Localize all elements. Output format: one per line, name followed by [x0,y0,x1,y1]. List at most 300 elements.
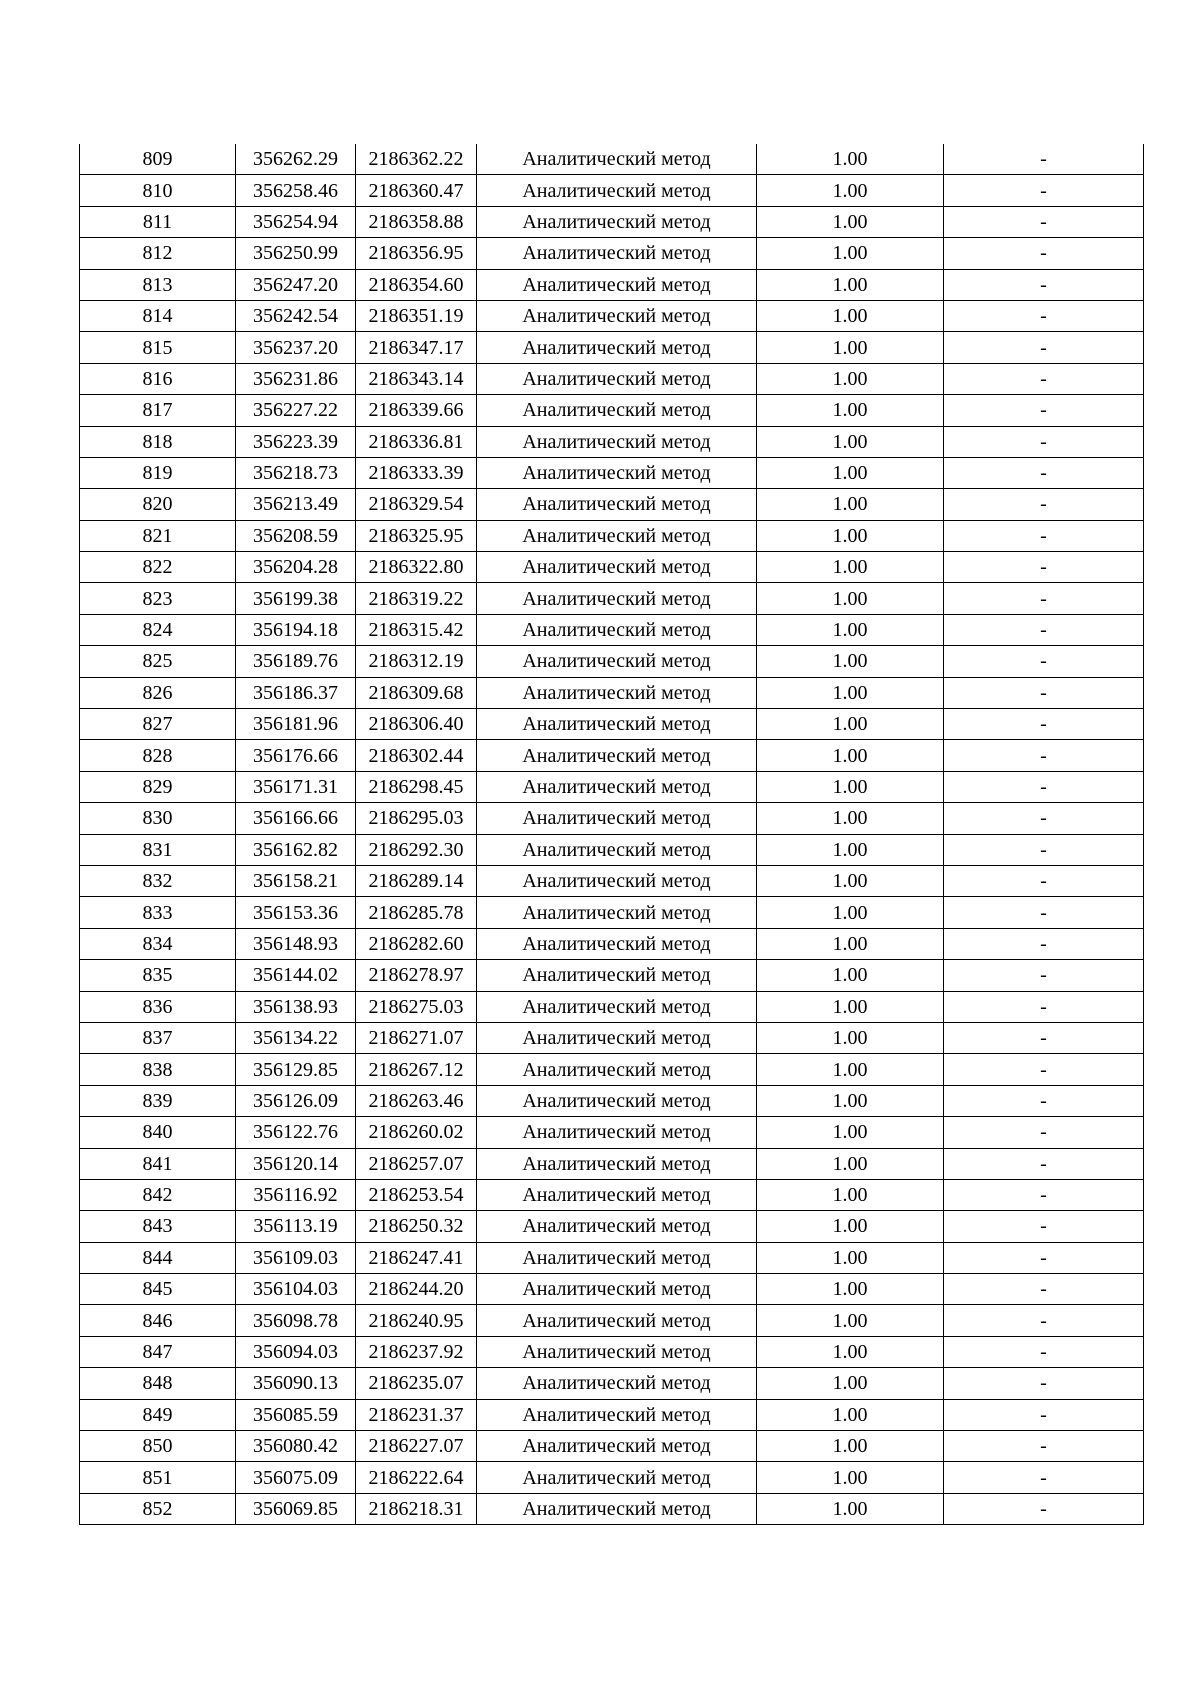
point-number-cell: 844 [80,1242,236,1273]
point-number-cell: 812 [80,238,236,269]
y-coordinate-cell: 2186240.95 [356,1305,477,1336]
x-coordinate-cell: 356186.37 [236,677,356,708]
point-number-cell: 836 [80,991,236,1022]
note-cell: - [944,614,1144,645]
table-row [80,144,1144,175]
x-coordinate-cell: 356148.93 [236,928,356,959]
x-coordinate-cell: 356129.85 [236,1054,356,1085]
method-cell: Аналитический метод [477,646,757,677]
accuracy-cell: 1.00 [757,1211,944,1242]
accuracy-cell: 1.00 [757,1431,944,1462]
method-cell: Аналитический метод [477,489,757,520]
point-number-cell: 850 [80,1431,236,1462]
accuracy-cell: 1.00 [757,771,944,802]
point-number-cell: 811 [80,206,236,237]
x-coordinate-cell: 356189.76 [236,646,356,677]
method-cell: Аналитический метод [477,1211,757,1242]
method-cell: Аналитический метод [477,614,757,645]
note-cell: - [944,677,1144,708]
point-number-cell: 834 [80,928,236,959]
note-cell: - [944,1211,1144,1242]
note-cell: - [944,1085,1144,1116]
accuracy-cell: 1.00 [757,960,944,991]
method-cell: Аналитический метод [477,457,757,488]
table-row [80,552,1144,583]
method-cell: Аналитический метод [477,269,757,300]
note-cell: - [944,363,1144,394]
table-row [80,1179,1144,1210]
x-coordinate-cell: 356094.03 [236,1336,356,1367]
accuracy-cell: 1.00 [757,897,944,928]
table-row [80,489,1144,520]
method-cell: Аналитический метод [477,803,757,834]
method-cell: Аналитический метод [477,552,757,583]
table-row [80,1305,1144,1336]
accuracy-cell: 1.00 [757,300,944,331]
table-row [80,614,1144,645]
note-cell: - [944,1431,1144,1462]
y-coordinate-cell: 2186362.22 [356,144,477,175]
point-number-cell: 845 [80,1274,236,1305]
x-coordinate-cell: 356199.38 [236,583,356,614]
method-cell: Аналитический метод [477,363,757,394]
table-row [80,740,1144,771]
table-row [80,300,1144,331]
point-number-cell: 843 [80,1211,236,1242]
y-coordinate-cell: 2186306.40 [356,709,477,740]
accuracy-cell: 1.00 [757,363,944,394]
y-coordinate-cell: 2186222.64 [356,1462,477,1493]
point-number-cell: 822 [80,552,236,583]
table-row [80,206,1144,237]
method-cell: Аналитический метод [477,1305,757,1336]
method-cell: Аналитический метод [477,238,757,269]
accuracy-cell: 1.00 [757,1305,944,1336]
y-coordinate-cell: 2186322.80 [356,552,477,583]
x-coordinate-cell: 356218.73 [236,457,356,488]
y-coordinate-cell: 2186237.92 [356,1336,477,1367]
accuracy-cell: 1.00 [757,1399,944,1430]
note-cell: - [944,552,1144,583]
point-number-cell: 815 [80,332,236,363]
table-row [80,1054,1144,1085]
table-row [80,803,1144,834]
point-number-cell: 821 [80,520,236,551]
method-cell: Аналитический метод [477,960,757,991]
accuracy-cell: 1.00 [757,1148,944,1179]
note-cell: - [944,897,1144,928]
y-coordinate-cell: 2186282.60 [356,928,477,959]
y-coordinate-cell: 2186250.32 [356,1211,477,1242]
table-row [80,395,1144,426]
x-coordinate-cell: 356250.99 [236,238,356,269]
table-row [80,928,1144,959]
point-number-cell: 838 [80,1054,236,1085]
point-number-cell: 810 [80,175,236,206]
note-cell: - [944,332,1144,363]
point-number-cell: 831 [80,834,236,865]
x-coordinate-cell: 356126.09 [236,1085,356,1116]
note-cell: - [944,834,1144,865]
method-cell: Аналитический метод [477,1085,757,1116]
y-coordinate-cell: 2186315.42 [356,614,477,645]
method-cell: Аналитический метод [477,677,757,708]
y-coordinate-cell: 2186358.88 [356,206,477,237]
note-cell: - [944,771,1144,802]
table-row [80,897,1144,928]
accuracy-cell: 1.00 [757,865,944,896]
note-cell: - [944,960,1144,991]
y-coordinate-cell: 2186231.37 [356,1399,477,1430]
note-cell: - [944,457,1144,488]
x-coordinate-cell: 356204.28 [236,552,356,583]
method-cell: Аналитический метод [477,1493,757,1524]
accuracy-cell: 1.00 [757,1493,944,1524]
point-number-cell: 824 [80,614,236,645]
note-cell: - [944,1022,1144,1053]
method-cell: Аналитический метод [477,771,757,802]
point-number-cell: 823 [80,583,236,614]
y-coordinate-cell: 2186247.41 [356,1242,477,1273]
point-number-cell: 837 [80,1022,236,1053]
y-coordinate-cell: 2186309.68 [356,677,477,708]
y-coordinate-cell: 2186325.95 [356,520,477,551]
note-cell: - [944,709,1144,740]
accuracy-cell: 1.00 [757,1368,944,1399]
x-coordinate-cell: 356258.46 [236,175,356,206]
accuracy-cell: 1.00 [757,646,944,677]
y-coordinate-cell: 2186267.12 [356,1054,477,1085]
table-row [80,363,1144,394]
y-coordinate-cell: 2186278.97 [356,960,477,991]
method-cell: Аналитический метод [477,834,757,865]
point-number-cell: 819 [80,457,236,488]
x-coordinate-cell: 356227.22 [236,395,356,426]
accuracy-cell: 1.00 [757,1022,944,1053]
accuracy-cell: 1.00 [757,238,944,269]
x-coordinate-cell: 356194.18 [236,614,356,645]
table-row [80,709,1144,740]
y-coordinate-cell: 2186257.07 [356,1148,477,1179]
table-row [80,583,1144,614]
method-cell: Аналитический метод [477,583,757,614]
method-cell: Аналитический метод [477,928,757,959]
y-coordinate-cell: 2186360.47 [356,175,477,206]
x-coordinate-cell: 356158.21 [236,865,356,896]
table-row [80,865,1144,896]
note-cell: - [944,928,1144,959]
x-coordinate-cell: 356262.29 [236,144,356,175]
table-row [80,834,1144,865]
note-cell: - [944,1054,1144,1085]
method-cell: Аналитический метод [477,991,757,1022]
note-cell: - [944,1179,1144,1210]
accuracy-cell: 1.00 [757,583,944,614]
table-row [80,457,1144,488]
x-coordinate-cell: 356098.78 [236,1305,356,1336]
point-number-cell: 816 [80,363,236,394]
point-number-cell: 848 [80,1368,236,1399]
y-coordinate-cell: 2186336.81 [356,426,477,457]
note-cell: - [944,520,1144,551]
note-cell: - [944,1148,1144,1179]
method-cell: Аналитический метод [477,1022,757,1053]
accuracy-cell: 1.00 [757,1117,944,1148]
y-coordinate-cell: 2186351.19 [356,300,477,331]
accuracy-cell: 1.00 [757,206,944,237]
table-row [80,175,1144,206]
x-coordinate-cell: 356134.22 [236,1022,356,1053]
y-coordinate-cell: 2186329.54 [356,489,477,520]
method-cell: Аналитический метод [477,426,757,457]
x-coordinate-cell: 356085.59 [236,1399,356,1430]
x-coordinate-cell: 356166.66 [236,803,356,834]
x-coordinate-cell: 356138.93 [236,991,356,1022]
y-coordinate-cell: 2186354.60 [356,269,477,300]
y-coordinate-cell: 2186227.07 [356,1431,477,1462]
note-cell: - [944,269,1144,300]
table-row [80,1431,1144,1462]
table-row [80,1368,1144,1399]
accuracy-cell: 1.00 [757,834,944,865]
x-coordinate-cell: 356122.76 [236,1117,356,1148]
x-coordinate-cell: 356181.96 [236,709,356,740]
point-number-cell: 849 [80,1399,236,1430]
accuracy-cell: 1.00 [757,709,944,740]
point-number-cell: 813 [80,269,236,300]
note-cell: - [944,1399,1144,1430]
method-cell: Аналитический метод [477,332,757,363]
y-coordinate-cell: 2186271.07 [356,1022,477,1053]
accuracy-cell: 1.00 [757,395,944,426]
x-coordinate-cell: 356113.19 [236,1211,356,1242]
x-coordinate-cell: 356116.92 [236,1179,356,1210]
table-row [80,1462,1144,1493]
method-cell: Аналитический метод [477,1148,757,1179]
table-row [80,1242,1144,1273]
accuracy-cell: 1.00 [757,520,944,551]
x-coordinate-cell: 356120.14 [236,1148,356,1179]
x-coordinate-cell: 356231.86 [236,363,356,394]
accuracy-cell: 1.00 [757,426,944,457]
note-cell: - [944,865,1144,896]
note-cell: - [944,238,1144,269]
point-number-cell: 851 [80,1462,236,1493]
table-body [80,144,1144,1525]
point-number-cell: 830 [80,803,236,834]
method-cell: Аналитический метод [477,1179,757,1210]
method-cell: Аналитический метод [477,395,757,426]
y-coordinate-cell: 2186244.20 [356,1274,477,1305]
method-cell: Аналитический метод [477,1368,757,1399]
y-coordinate-cell: 2186260.02 [356,1117,477,1148]
note-cell: - [944,395,1144,426]
method-cell: Аналитический метод [477,300,757,331]
accuracy-cell: 1.00 [757,457,944,488]
y-coordinate-cell: 2186339.66 [356,395,477,426]
y-coordinate-cell: 2186295.03 [356,803,477,834]
point-number-cell: 818 [80,426,236,457]
accuracy-cell: 1.00 [757,740,944,771]
accuracy-cell: 1.00 [757,1242,944,1273]
table-row [80,1336,1144,1367]
x-coordinate-cell: 356213.49 [236,489,356,520]
accuracy-cell: 1.00 [757,1336,944,1367]
x-coordinate-cell: 356171.31 [236,771,356,802]
point-number-cell: 852 [80,1493,236,1524]
table-row [80,1399,1144,1430]
y-coordinate-cell: 2186312.19 [356,646,477,677]
y-coordinate-cell: 2186275.03 [356,991,477,1022]
coordinates-table [79,144,1144,1525]
point-number-cell: 839 [80,1085,236,1116]
accuracy-cell: 1.00 [757,614,944,645]
y-coordinate-cell: 2186298.45 [356,771,477,802]
note-cell: - [944,1242,1144,1273]
accuracy-cell: 1.00 [757,269,944,300]
y-coordinate-cell: 2186343.14 [356,363,477,394]
y-coordinate-cell: 2186356.95 [356,238,477,269]
method-cell: Аналитический метод [477,709,757,740]
note-cell: - [944,1305,1144,1336]
table-row [80,960,1144,991]
point-number-cell: 840 [80,1117,236,1148]
point-number-cell: 826 [80,677,236,708]
note-cell: - [944,1493,1144,1524]
note-cell: - [944,1336,1144,1367]
x-coordinate-cell: 356153.36 [236,897,356,928]
x-coordinate-cell: 356247.20 [236,269,356,300]
accuracy-cell: 1.00 [757,991,944,1022]
x-coordinate-cell: 356176.66 [236,740,356,771]
accuracy-cell: 1.00 [757,1274,944,1305]
point-number-cell: 846 [80,1305,236,1336]
note-cell: - [944,300,1144,331]
x-coordinate-cell: 356090.13 [236,1368,356,1399]
y-coordinate-cell: 2186285.78 [356,897,477,928]
y-coordinate-cell: 2186347.17 [356,332,477,363]
method-cell: Аналитический метод [477,897,757,928]
point-number-cell: 841 [80,1148,236,1179]
x-coordinate-cell: 356109.03 [236,1242,356,1273]
point-number-cell: 825 [80,646,236,677]
note-cell: - [944,991,1144,1022]
accuracy-cell: 1.00 [757,1054,944,1085]
point-number-cell: 814 [80,300,236,331]
accuracy-cell: 1.00 [757,928,944,959]
note-cell: - [944,646,1144,677]
point-number-cell: 820 [80,489,236,520]
point-number-cell: 832 [80,865,236,896]
y-coordinate-cell: 2186253.54 [356,1179,477,1210]
note-cell: - [944,740,1144,771]
point-number-cell: 827 [80,709,236,740]
x-coordinate-cell: 356237.20 [236,332,356,363]
accuracy-cell: 1.00 [757,332,944,363]
table-row [80,646,1144,677]
table-row [80,332,1144,363]
method-cell: Аналитический метод [477,144,757,175]
point-number-cell: 828 [80,740,236,771]
point-number-cell: 833 [80,897,236,928]
table-row [80,1022,1144,1053]
method-cell: Аналитический метод [477,1431,757,1462]
accuracy-cell: 1.00 [757,489,944,520]
table-row [80,238,1144,269]
note-cell: - [944,426,1144,457]
table-row [80,1085,1144,1116]
y-coordinate-cell: 2186289.14 [356,865,477,896]
x-coordinate-cell: 356242.54 [236,300,356,331]
accuracy-cell: 1.00 [757,1462,944,1493]
note-cell: - [944,583,1144,614]
table-row [80,1493,1144,1524]
point-number-cell: 829 [80,771,236,802]
accuracy-cell: 1.00 [757,1085,944,1116]
y-coordinate-cell: 2186319.22 [356,583,477,614]
method-cell: Аналитический метод [477,740,757,771]
accuracy-cell: 1.00 [757,677,944,708]
x-coordinate-cell: 356080.42 [236,1431,356,1462]
note-cell: - [944,144,1144,175]
note-cell: - [944,175,1144,206]
point-number-cell: 847 [80,1336,236,1367]
method-cell: Аналитический метод [477,1117,757,1148]
y-coordinate-cell: 2186235.07 [356,1368,477,1399]
y-coordinate-cell: 2186218.31 [356,1493,477,1524]
x-coordinate-cell: 356208.59 [236,520,356,551]
table-row [80,771,1144,802]
method-cell: Аналитический метод [477,520,757,551]
method-cell: Аналитический метод [477,206,757,237]
accuracy-cell: 1.00 [757,1179,944,1210]
x-coordinate-cell: 356075.09 [236,1462,356,1493]
point-number-cell: 842 [80,1179,236,1210]
table-row [80,269,1144,300]
method-cell: Аналитический метод [477,1242,757,1273]
note-cell: - [944,1274,1144,1305]
x-coordinate-cell: 356069.85 [236,1493,356,1524]
accuracy-cell: 1.00 [757,803,944,834]
note-cell: - [944,1368,1144,1399]
x-coordinate-cell: 356223.39 [236,426,356,457]
table-row [80,1274,1144,1305]
table-row [80,991,1144,1022]
note-cell: - [944,206,1144,237]
method-cell: Аналитический метод [477,1054,757,1085]
point-number-cell: 817 [80,395,236,426]
method-cell: Аналитический метод [477,175,757,206]
y-coordinate-cell: 2186333.39 [356,457,477,488]
method-cell: Аналитический метод [477,1462,757,1493]
table-row [80,1117,1144,1148]
table-row [80,520,1144,551]
x-coordinate-cell: 356104.03 [236,1274,356,1305]
y-coordinate-cell: 2186302.44 [356,740,477,771]
note-cell: - [944,1117,1144,1148]
point-number-cell: 835 [80,960,236,991]
method-cell: Аналитический метод [477,1399,757,1430]
note-cell: - [944,489,1144,520]
table-row [80,677,1144,708]
note-cell: - [944,1462,1144,1493]
accuracy-cell: 1.00 [757,552,944,583]
y-coordinate-cell: 2186292.30 [356,834,477,865]
method-cell: Аналитический метод [477,1336,757,1367]
table-row [80,1148,1144,1179]
x-coordinate-cell: 356254.94 [236,206,356,237]
note-cell: - [944,803,1144,834]
